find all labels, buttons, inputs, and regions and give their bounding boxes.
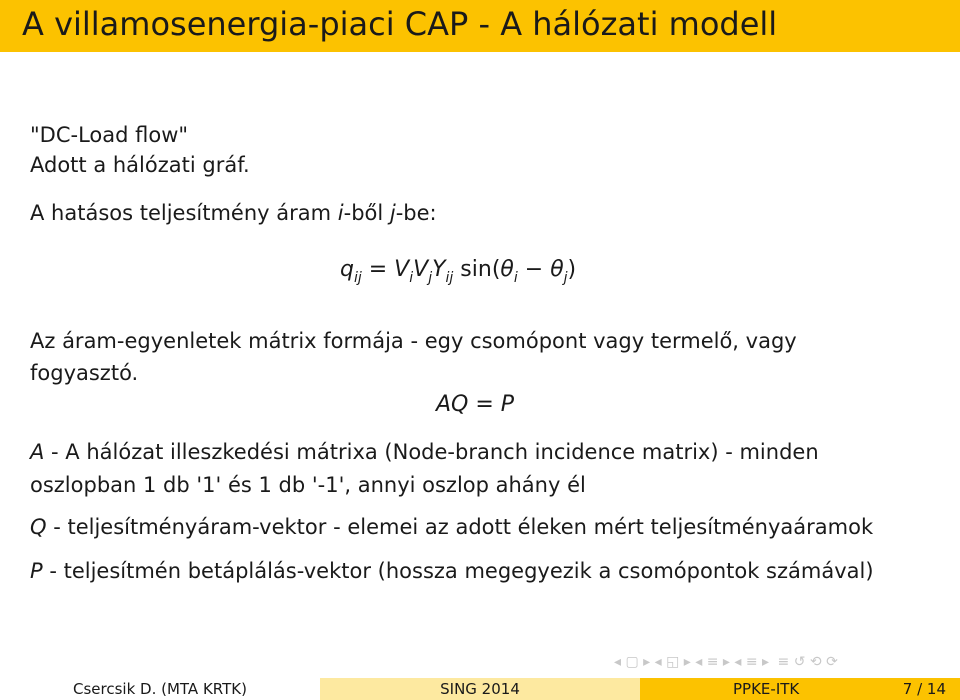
definition-a-line2: oszlopban 1 db '1' és 1 db '-1', annyi oszlop ahány él (30, 473, 586, 497)
eq-symbol: θ (550, 257, 564, 282)
text-part: -ből (343, 201, 390, 225)
definition-text: - teljesítmén betáplálás-vektor (hossza megegyezik a csomópontok számával) (42, 559, 874, 583)
eq-subscript: i (409, 270, 414, 286)
definition-text: - teljesítményáram-vektor - elemei az adott éleken mért teljesítményaáramok (46, 515, 874, 539)
footer-author (0, 678, 320, 700)
eq-subscript: i (513, 270, 518, 286)
symbol-a: A (30, 440, 45, 464)
text-part: A hatásos teljesítmény áram (30, 201, 338, 225)
footer-event (320, 678, 640, 700)
eq-subscript: ij (445, 270, 454, 286)
navigation-symbols[interactable] (612, 653, 840, 671)
title-bar (0, 0, 960, 52)
author-text: Csercsik D. (MTA KRTK) (73, 680, 247, 698)
slide-title: A villamosenergia-piaci CAP - A hálózati modell (22, 5, 778, 43)
definition-p (30, 558, 874, 584)
eq-operator: = (468, 392, 501, 417)
text-line-active-power (30, 200, 437, 226)
eq-subscript: ij (353, 270, 362, 286)
text-line-consumer: fogyasztó. (30, 361, 139, 385)
eq-symbol: q (340, 257, 354, 282)
eq-subscript: j (563, 270, 568, 286)
definition-text: - A hálózat illeszkedési mátrixa (Node-branch incidence matrix) - minden (44, 440, 819, 464)
search-navigation-icons[interactable]: ≡ ↺ ⟲ ⟳ (777, 654, 838, 670)
text-line-matrix-form: Az áram-egyenletek mátrix formája - egy csomópont vagy termelő, vagy (30, 329, 797, 353)
eq-symbol: V (394, 257, 410, 282)
definition-q (30, 514, 873, 540)
eq-symbol: AQ (436, 392, 469, 417)
page-number: 7 / 14 (902, 680, 946, 698)
eq-symbol: P (500, 392, 515, 417)
footer (0, 678, 960, 700)
text-part: -be: (395, 201, 437, 225)
place-text: PPKE-ITK (733, 680, 800, 698)
footer-place (640, 678, 960, 700)
eq-operator: = (361, 257, 395, 282)
text-line-dc-load-flow: "DC-Load flow" (30, 123, 189, 147)
eq-paren: ) (567, 257, 577, 282)
equation-aq-p (436, 391, 514, 419)
text-line-graph: Adott a hálózati gráf. (30, 153, 250, 177)
symbol-q: Q (30, 515, 47, 539)
definition-a-line1 (30, 439, 819, 465)
eq-symbol: V (413, 257, 429, 282)
var-j: j (389, 201, 396, 225)
var-i: i (337, 201, 344, 225)
frame-navigation-icons[interactable]: ◂ ▢ ▸ ◂ ◱ ▸ ◂ ≡ ▸ ◂ ≡ ▸ (614, 654, 770, 670)
event-text: SING 2014 (440, 680, 520, 698)
symbol-p: P (30, 559, 43, 583)
eq-subscript: j (428, 270, 433, 286)
eq-operator: − (517, 257, 551, 282)
equation-power-flow (340, 256, 576, 286)
eq-function: sin( (453, 257, 501, 282)
eq-symbol: θ (500, 257, 514, 282)
eq-symbol: Y (432, 257, 446, 282)
